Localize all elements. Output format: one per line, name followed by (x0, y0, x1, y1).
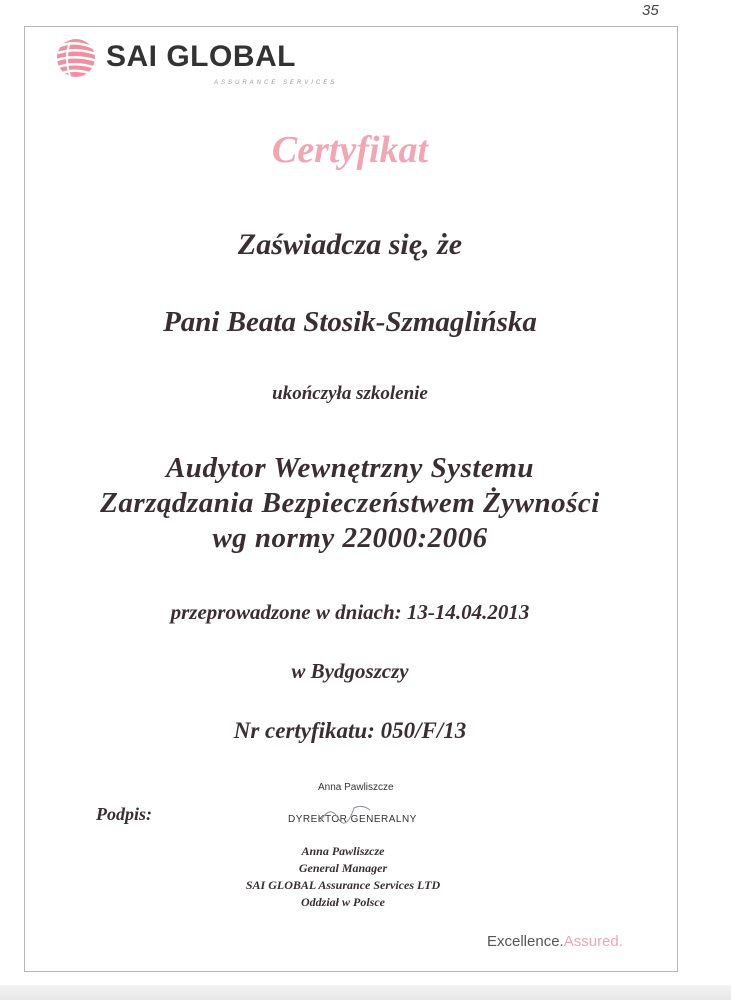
globe-icon (56, 36, 100, 80)
course-line-2: Zarządzania Bezpieczeństwem Żywności (100, 487, 600, 519)
signer-name-caption: Anna Pawliszcze (318, 782, 394, 793)
course-dates: przeprowadzone w dniach: 13-14.04.2013 (170, 600, 530, 624)
signer-name: Anna Pawliszcze (301, 844, 385, 858)
signature-scribble (316, 800, 376, 830)
course-line-1: Audytor Wewnętrzny Systemu (165, 452, 535, 484)
brand-slogan (487, 933, 623, 950)
logo-tagline: ASSURANCE SERVICES (214, 80, 338, 86)
sai-global-logo (56, 36, 338, 86)
logo-brand-text: SAI GLOBAL (106, 40, 296, 73)
page-number-handwritten: 35 (642, 2, 659, 19)
course-line-3: wg normy 22000:2006 (212, 522, 488, 554)
slogan-main: Excellence. (487, 933, 564, 950)
certificate-number: Nr certyfikatu: 050/F/13 (233, 718, 467, 743)
signer-details (0, 843, 686, 911)
page-bottom-edge (0, 985, 731, 1000)
course-location: w Bydgoszczy (291, 659, 409, 683)
recipient-name: Pani Beata Stosik-Szmaglińska (163, 306, 537, 338)
signer-title: General Manager (298, 861, 388, 875)
signature-label: Podpis: (96, 804, 152, 824)
course-name (0, 451, 700, 556)
statement-text: Zaświadcza się, że (237, 228, 463, 261)
signer-company: SAI GLOBAL Assurance Services LTD (245, 878, 441, 892)
signer-branch: Oddział w Polsce (301, 895, 385, 909)
slogan-accent: Assured. (563, 933, 623, 950)
completed-text: ukończyła szkolenie (272, 383, 428, 404)
certificate-title: Certyfikat (271, 129, 429, 171)
signer-role-caption: DYREKTOR GENERALNY (288, 814, 417, 825)
